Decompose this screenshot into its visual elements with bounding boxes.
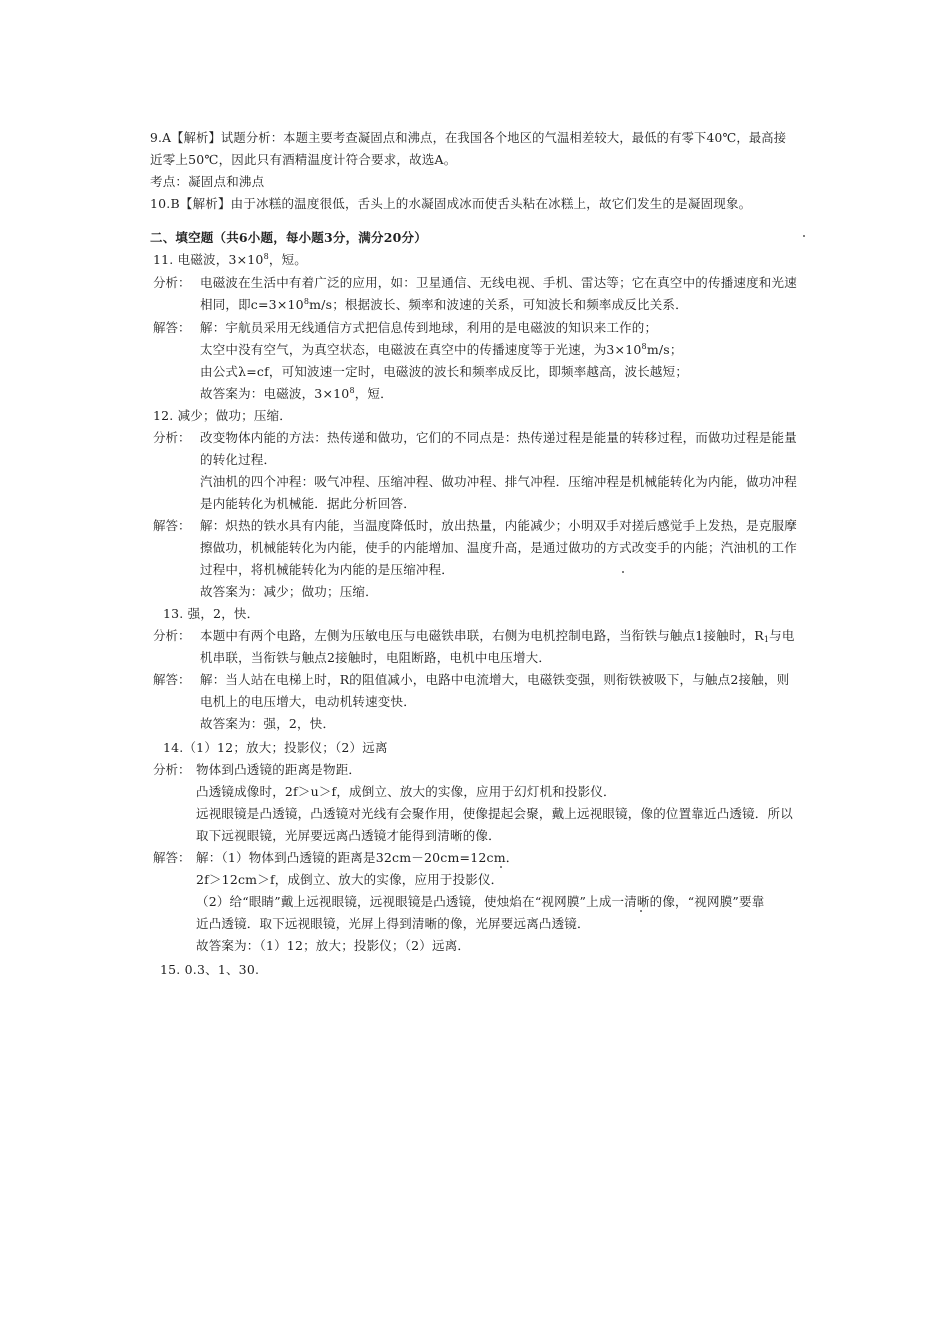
q13-answer-line1: 解：当人站在电梯上时，R的阻值减小，电路中电流增大，电磁铁变强，则衔铁被吸下，与触点2接触，则 xyxy=(200,672,790,687)
q14-answer-line3: （2）给“眼睛”戴上远视眼镜，远视眼镜是凸透镜，使烛焰在“视网膜”上成一清晰的像，“视网膜”要靠 xyxy=(196,894,765,909)
q14-analysis-line2: 凸透镜成像时，2f＞u＞f，成倒立、放大的实像，应用于幻灯机和投影仪． xyxy=(196,784,616,799)
q11-answer-line1: 解：宇航员采用无线通信方式把信息传到地球，利用的是电磁波的知识来工作的； xyxy=(200,320,658,335)
q14-answer-line1: 解：（1）物体到凸透镜的距离是32cm－20cm=12cm． xyxy=(196,850,519,865)
q12-analysis-line1: 改变物体内能的方法：热传递和做功，它们的不同点是：热传递过程是能量的转移过程，而做功过程是能量 xyxy=(200,430,797,445)
q14-analysis-line1: 物体到凸透镜的距离是物距． xyxy=(196,762,362,777)
q12-answer-label: 解答： xyxy=(153,518,191,533)
q14-analysis-line4: 取下远视眼镜，光屏要远离凸透镜才能得到清晰的像． xyxy=(196,828,501,843)
q9-line1: 9.A【解析】试题分析：本题主要考查凝固点和沸点，在我国各个地区的气温相差较大，最低的有零下40℃，最高接 xyxy=(150,131,787,145)
q14-analysis-line3: 远视眼镜是凸透镜，凸透镜对光线有会聚作用，使像提起会聚，戴上远视眼镜，像的位置靠近凸透镜．所以 xyxy=(196,806,793,821)
q14-answer-line4: 近凸透镜．取下远视眼镜，光屏上得到清晰的像，光屏要远离凸透镜． xyxy=(196,916,590,931)
q14-title: 14.（1）12；放大；投影仪；（2）远离 xyxy=(163,740,388,755)
q13-analysis-label: 分析： xyxy=(153,628,191,643)
q13-analysis-line2: 机串联，当衔铁与触点2接触时，电阻断路，电机中电压增大． xyxy=(200,650,552,665)
q11-analysis-line2: 相同，即$c=3\times 10^8m/s$；根据波长、频率和波速的关系，可知波长和频率成反比关系． xyxy=(200,297,688,312)
scan-speck xyxy=(500,866,502,868)
q13-analysis-line1: 本题中有两个电路，左侧为压敏电压与电磁铁串联，右侧为电机控制电路，当衔铁与触点1接触时，$R_1$与电 xyxy=(200,628,795,644)
section-heading: 二、填空题（共6小题，每小题3分，满分20分） xyxy=(150,230,427,245)
q12-analysis-line2: 的转化过程． xyxy=(200,452,277,467)
q13-answer-line3: 故答案为：强，2，快． xyxy=(200,716,336,731)
q12-analysis-line3: 汽油机的四个冲程：吸气冲程、压缩冲程、做功冲程、排气冲程．压缩冲程是机械能转化为内能，做功冲程 xyxy=(200,474,797,489)
q13-answer-label: 解答： xyxy=(153,672,191,687)
q9-knowledge-point: 考点：凝固点和沸点 xyxy=(150,174,265,189)
q12-answer-line3: 过程中，将机械能转化为内能的是压缩冲程． xyxy=(200,562,455,577)
q11-answer-line3: 由公式λ=cf，可知波速一定时，电磁波的波长和频率成反比，即频率越高，波长越短； xyxy=(200,364,689,379)
q12-answer-line1: 解：炽热的铁水具有内能，当温度降低时，放出热量，内能减少；小明双手对搓后感觉手上发热，是克服摩 xyxy=(200,518,797,533)
q13-title: 13. 强，2，快． xyxy=(163,606,260,621)
scan-speck xyxy=(803,235,805,237)
scan-speck xyxy=(622,571,624,573)
q15-title: 15. 0.3、1、30. xyxy=(160,962,260,977)
q11-title: 11. 电磁波，$3\times 10^8$，短。 xyxy=(153,252,307,267)
q10-line1: 10.B【解析】由于冰糕的温度很低，舌头上的水凝固成冰而使舌头粘在冰糕上，故它们发生的是凝固现象。 xyxy=(150,196,752,211)
q11-analysis-label: 分析： xyxy=(153,275,191,290)
q12-answer-line2: 擦做功，机械能转化为内能，使手的内能增加、温度升高，是通过做功的方式改变手的内能；汽油机的工作 xyxy=(200,540,797,555)
q12-analysis-label: 分析： xyxy=(153,430,191,445)
q12-answer-line4: 故答案为：减少；做功；压缩． xyxy=(200,584,378,599)
q11-answer-line4: 故答案为：电磁波，$3\times 10^8$，短． xyxy=(200,386,393,401)
q14-answer-label: 解答： xyxy=(153,850,191,865)
q14-answer-line5: 故答案为：（1）12；放大；投影仪；（2）远离． xyxy=(196,938,471,953)
q14-analysis-label: 分析： xyxy=(153,762,191,777)
scan-speck xyxy=(640,910,642,912)
q12-analysis-line4: 是内能转化为机械能．据此分析回答． xyxy=(200,496,416,511)
q14-answer-line2: 2f＞12cm＞f，成倒立、放大的实像，应用于投影仪． xyxy=(196,872,504,887)
q11-answer-label: 解答： xyxy=(153,320,191,335)
q12-title: 12. 减少；做功；压缩． xyxy=(153,408,292,423)
q11-analysis-line1: 电磁波在生活中有着广泛的应用，如：卫星通信、无线电视、手机、雷达等；它在真空中的传播速度和光速 xyxy=(200,275,797,290)
q11-answer-line2: 太空中没有空气，为真空状态，电磁波在真空中的传播速度等于光速，为$3\times 10^8m/s$； xyxy=(200,342,683,357)
q13-answer-line2: 电机上的电压增大，电动机转速变快． xyxy=(200,694,416,709)
q9-line2: 近零上50℃，因此只有酒精温度计符合要求，故选A。 xyxy=(150,152,457,167)
